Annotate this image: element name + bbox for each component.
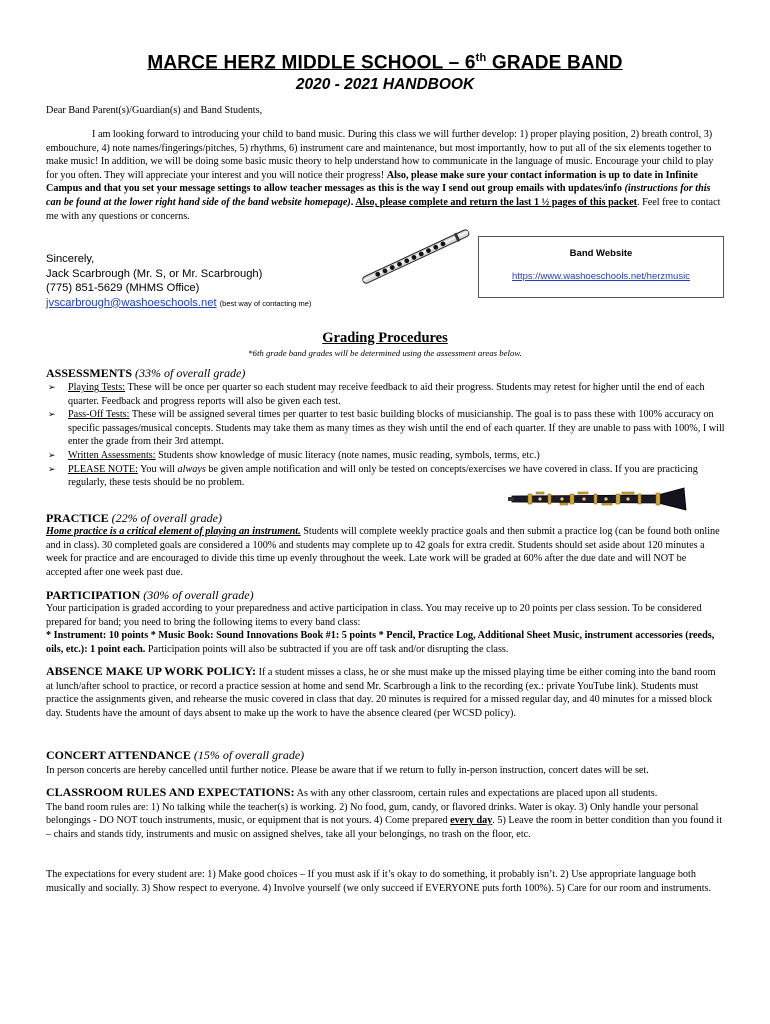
greeting: Dear Band Parent(s)/Guardian(s) and Band Students, (46, 105, 263, 116)
participation-items: * Instrument: 10 points * Music Book: Sound Innovations Book #1: 5 points * Pencil, Practice Log, Additional Sheet Music, instrument accessories (reeds, oils, etc.): 1 point each. (46, 630, 715, 655)
classroom-emphasis: every day (450, 815, 493, 827)
item-label: PLEASE NOTE: (68, 463, 138, 475)
participation-pct: (30% of overall grade) (143, 588, 254, 602)
signature-email-line (46, 296, 311, 312)
band-website-link[interactable]: https://www.washoeschools.net/herzmusic (512, 271, 690, 282)
arrow-bullet-icon: ➢ (48, 463, 56, 474)
assessments-list (46, 381, 726, 490)
concert-pct: (15% of overall grade) (193, 748, 305, 762)
classroom-heading: CLASSROOM RULES AND EXPECTATIONS: (46, 785, 295, 799)
assessments-heading (46, 366, 245, 381)
concert-paragraph: In person concerts are hereby cancelled until further notice. Please be aware that if we return to fully in-person instruction, concert dates will be set. (46, 765, 649, 776)
participation-heading-text: PARTICIPATION (46, 588, 141, 602)
intro-bold-underline: Also, please complete and return the last 1 ½ pages of this packet (355, 196, 637, 208)
grading-title: Grading Procedures (322, 330, 448, 346)
list-item (46, 381, 726, 408)
intro-bold-2: . (350, 196, 356, 208)
signature-name: Jack Scarbrough (Mr. S, or Mr. Scarbrough) (46, 267, 263, 280)
item-text: Students show knowledge of music literacy (note names, music reading, symbols, terms, etc.) (155, 449, 540, 461)
clarinet-illustration (508, 486, 696, 512)
practice-paragraph (46, 525, 724, 579)
classroom-paragraph (46, 786, 724, 841)
absence-paragraph (46, 665, 724, 720)
arrow-bullet-icon: ➢ (48, 409, 56, 420)
expectations-paragraph: The expectations for every student are: 1) Make good choices – If you must ask if it’s okay to do something, it probably isn’t. 2) Use appropriate language both musically and socially. 3) Show respect to everyone. 4) Involve yourself (we only succeed if EVERYONE puts forth 100%). 5) Care for our room and instruments. (46, 869, 712, 894)
signature-email-note: (best way of contacting me) (219, 298, 312, 308)
band-website-label: Band Website (569, 248, 633, 259)
participation-heading (46, 588, 254, 603)
arrow-bullet-icon: ➢ (48, 449, 56, 460)
arrow-bullet-icon: ➢ (48, 382, 56, 392)
participation-end: Participation points will also be subtracted if you are off task and/or disrupting the class. (145, 643, 509, 655)
concert-heading-text: CONCERT ATTENDANCE (46, 748, 191, 762)
item-text-end: be given ample notification and will only be tested on concepts/exercises we have covered in class. If you are practicing regularly, these tests should be no problem. (68, 463, 698, 489)
concert-heading (46, 748, 304, 763)
item-label: Pass-Off Tests: (68, 409, 130, 421)
flute-illustration (356, 226, 476, 288)
practice-pct: (22% of overall grade) (111, 511, 222, 525)
item-text: These will be once per quarter so each student may receive feedback to aid their progress. Students may retest for higher until the end of each quarter. Feedback and progress reports will also be given each test. (68, 382, 705, 407)
classroom-rules: The band room rules are: 1) No talking while the teacher(s) is working. 2) No food, gum, candy, or flavored drinks. Water is okay. 3) Only handle your personal belongings - DO NOT touch instruments, music, or equipment that is not yours. 4) Come prepared (46, 801, 699, 827)
band-website-box (478, 236, 724, 298)
intro-bold: Also, please make sure your contact information is up to date in Infinite Campus and that you set your message settings to allow teacher messages as this is the way I send out group emails with updates/info (46, 169, 698, 195)
signature-closing: Sincerely, (46, 253, 95, 265)
intro-paragraph (46, 128, 724, 223)
classroom-rules-end: . 5) Leave the room in better condition than you found it – chairs and stands tidy, instruments and music on assigned shelves, take all your belongings, no trash on the floor, etc. (46, 815, 723, 840)
grading-note: *6th grade band grades will be determined using the assessment areas below. (248, 348, 522, 358)
list-item (46, 408, 726, 449)
intro-end: . Feel free to contact me with any questions or concerns. (46, 196, 721, 222)
classroom-inline: As with any other classroom, certain rules and expectations are placed upon all students. (294, 788, 658, 799)
item-label: Playing Tests: (68, 382, 126, 393)
page-subtitle: 2020 - 2021 HANDBOOK (295, 76, 475, 93)
signature-phone: (775) 851-5629 (MHMS Office) (46, 282, 200, 294)
practice-text: Students will complete weekly practice goals and then submit a practice log (can be found both online and in class). 30 completed goals are considered a 100% and students may complete up to 42 goals for extra credit. Students should set aside about 120 minutes a week for practice and are encouraged to divide this time up evenly throughout the week. Late work will be graded at 60% after the due date and will NOT be accepted after one week past due. (46, 526, 720, 578)
assessments-pct: (33% of overall grade) (135, 366, 246, 380)
practice-heading-text: PRACTICE (46, 511, 109, 525)
item-text: You will (137, 463, 178, 475)
absence-text: If a student misses a class, he or she must make up the missed playing time be either coming into the band room at lunch/after school to practice, or record a practice session at home and send Mr. Scarbrough a link to the recording (ex.: private YouTube link). Students must practice the assignments given, and rehearse the music covered in class that day. 20 minutes is required for a missed regular day, and 40 minutes for a missed block day. Students have the amount of days absent to make up the work to have the absence cleared (per WCSD policy). (46, 667, 716, 719)
item-emphasis: always (177, 463, 206, 475)
participation-paragraph (46, 602, 724, 656)
intro-bold-italic: (instructions for this can be found at the lower right hand side of the band website homepage) (46, 183, 711, 208)
absence-heading: ABSENCE MAKE UP WORK POLICY: (46, 664, 257, 678)
signature-email-link[interactable]: jvscarbrough@washoeschools.net (46, 296, 217, 309)
participation-text: Your participation is graded according to your preparedness and active participation in class. You may receive up to 20 points per class session. To be considered prepared for band; you need to bring the following items to every band class: (46, 603, 702, 628)
page-title (0, 52, 770, 74)
signature-block (46, 252, 311, 311)
practice-lead: Home practice is a critical element of playing an instrument. (46, 526, 301, 537)
practice-heading (46, 511, 222, 526)
title-superscript: th (475, 52, 487, 64)
title-end: GRADE BAND (486, 52, 623, 74)
assessments-heading-text: ASSESSMENTS (46, 366, 133, 380)
item-text: These will be assigned several times per quarter to test basic building blocks of musicianship. The goal is to pass these with 100% accuracy on specific passages/musical concepts. Students may take them as many times as they wish until the end of each quarter. If they are unable to pass with 100%, I will enter the grade from their 3rd attempt. (68, 409, 725, 448)
list-item (46, 449, 726, 463)
item-label: Written Assessments: (68, 449, 156, 461)
title-text: MARCE HERZ MIDDLE SCHOOL – 6 (147, 52, 476, 74)
intro-text: I am looking forward to introducing your child to band music. During this class we will further develop: 1) proper playing position, 2) breath control, 3) embouchure, 4) note names/fingerings/pitches, 5) rhythms, 6) instrument care and maintenance, but most importantly, how to put all of the six elements together to make music! In addition, we will be doing some basic music theory to help understand how to communicate in the language of music. Encourage your child to play for you often. They will appreciate your interest and you will notice their progress! (46, 129, 714, 181)
